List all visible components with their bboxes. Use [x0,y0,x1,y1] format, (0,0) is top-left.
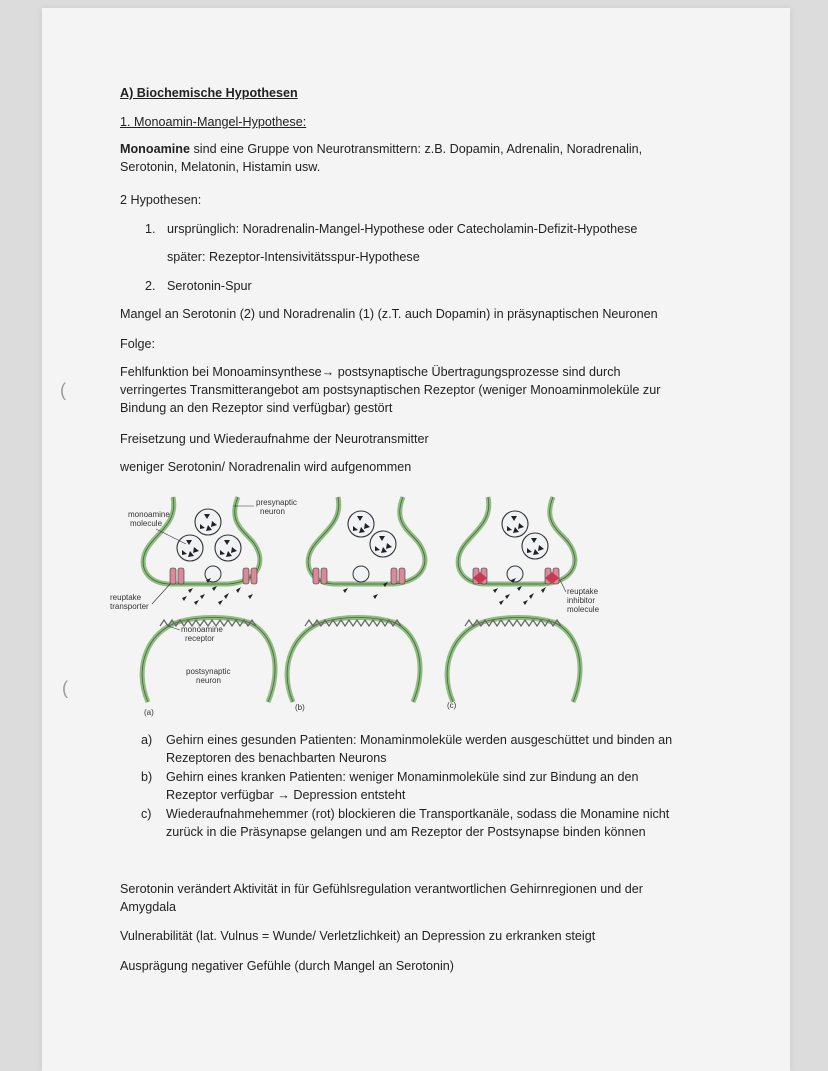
panel-a-synapse [110,497,297,717]
intro-paragraph [120,140,642,176]
label-reuptake-transporter: reuptake [110,593,142,602]
reuptake-transporter [178,568,184,584]
reuptake-transporter [251,568,257,584]
intro-bold-term: Monoamine [120,142,190,156]
hypothesis-item-1-sub: später: Rezeptor-Intensivitätsspur-Hypothese [167,250,420,264]
reuptake-transporter [399,568,405,584]
reuptake-transporter [391,568,397,584]
reuptake-transporter [321,568,327,584]
caption-text: Rezeptoren des benachbarten Neurons [166,751,387,765]
folge-paragraph [120,363,660,417]
label-presynaptic-neuron: neuron [260,507,285,516]
hypothesis-item-1: ursprünglich: Noradrenalin-Mangel-Hypothese oder Catecholamin-Defizit-Hypothese [167,222,638,236]
caption-c [166,805,669,841]
vesicle [177,535,203,561]
list-number: 2. [145,279,156,293]
auspraegung-paragraph: Ausprägung negativer Gefühle (durch Mangel an Serotonin) [120,959,454,973]
serotonin-paragraph [120,880,643,916]
caption-b [166,768,639,804]
panel-label-a: (a) [144,708,154,717]
label-monoamine-molecule: molecule [130,519,163,528]
caption-letter: c) [141,807,152,821]
vesicle [370,531,396,557]
folge-text: Bindung an den Rezeptor sind verfügbar) gestört [120,401,393,415]
caption-text: Gehirn eines gesunden Patienten: Monaminmoleküle werden ausgeschüttet und binden an [166,733,673,747]
caption-text: Rezeptor verfügbar → Depression entsteht [166,788,406,802]
folge-text: Fehlfunktion bei Monoaminsynthese→ postsynaptische Übertragungsprozesse sind durch [120,365,621,379]
caption-text: Wiederaufnahmehemmer (rot) blockieren die Transportkanäle, sodass die Monamine nicht [166,807,670,821]
panel-c-synapse [447,497,600,710]
label-reuptake-inhibitor: inhibitor [567,596,596,605]
folge-label: Folge: [120,337,156,351]
intro-text: Serotonin, Melatonin, Histamin usw. [120,160,321,174]
synapse-figure [108,492,608,717]
caption-letter: b) [141,770,153,784]
vulnerabilitaet-paragraph: Vulnerabilität (lat. Vulnus = Wunde/ Verletzlichkeit) an Depression zu erkranken steigt [120,929,596,943]
label-reuptake-transporter: transporter [110,602,149,611]
page-heading: A) Biochemische Hypothesen [120,86,298,100]
vesicle [522,533,548,559]
label-postsynaptic-neuron: postsynaptic [186,667,231,676]
vesicle [195,509,221,535]
margin-mark: ( [62,678,68,698]
label-reuptake-inhibitor: reuptake [567,587,599,596]
reuptake-transporter [243,568,249,584]
panel-label-b: (b) [295,703,305,712]
reuptake-transporter [170,568,176,584]
hypotheses-label: 2 Hypothesen: [120,193,202,207]
vesicle [215,535,241,561]
serotonin-text: Amygdala [120,900,177,914]
release-site [353,566,369,582]
mangel-paragraph: Mangel an Serotonin (2) und Noradrenalin (1) (z.T. auch Dopamin) in präsynaptischen Neuronen [120,307,658,321]
margin-mark: ( [60,380,66,400]
panel-label-c: (c) [447,701,457,710]
caption-text: zurück in die Präsynapse gelangen und am Rezeptor der Postsynapse binden können [166,825,646,839]
weniger-paragraph: weniger Serotonin/ Noradrenalin wird aufgenommen [120,460,412,474]
vesicle [348,511,374,537]
freisetzung-paragraph: Freisetzung und Wiederaufnahme der Neurotransmitter [120,432,429,446]
label-postsynaptic-neuron: neuron [196,676,221,685]
label-presynaptic-neuron: presynaptic [256,498,297,507]
panel-b-synapse [287,497,425,712]
label-monoamine-molecule: monoamine [128,510,170,519]
caption-a [166,731,672,767]
label-monoamine-receptor: monoamine [181,625,223,634]
folge-text: verringertes Transmitterangebot am postsynaptischen Rezeptor (weniger Monoaminmoleküle zur [120,383,661,397]
serotonin-text: Serotonin verändert Aktivität in für Gefühlsregulation verantwortlichen Gehirnregionen und der [120,882,643,896]
reuptake-transporter [313,568,319,584]
intro-text: sind eine Gruppe von Neurotransmittern: z.B. Dopamin, Adrenalin, Noradrenalin, [189,142,643,156]
caption-text: Gehirn eines kranken Patienten: weniger Monaminmoleküle sind zur Bindung an den [166,770,639,784]
caption-letter: a) [141,733,153,747]
label-reuptake-inhibitor: molecule [567,605,600,614]
list-number: 1. [145,222,156,236]
vesicle [502,511,528,537]
hypothesis-item-2: Serotonin-Spur [167,279,252,293]
section-subheading: 1. Monoamin-Mangel-Hypothese: [120,115,307,129]
label-monoamine-receptor: receptor [185,634,215,643]
